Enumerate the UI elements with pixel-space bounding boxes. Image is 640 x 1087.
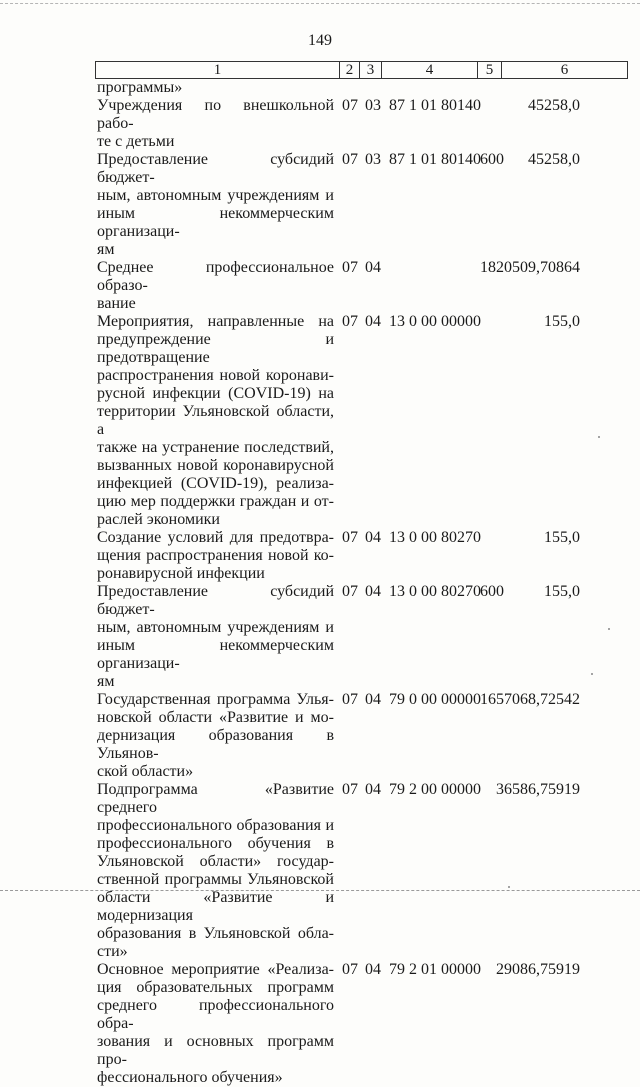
page-number: 149 <box>308 32 332 49</box>
description-line: ным, автономным учреждениям и <box>97 187 334 204</box>
description-line: ской области» <box>97 763 194 780</box>
row-description <box>97 529 334 583</box>
description-line: образования в Ульяновской обла- <box>97 925 334 942</box>
description-line: инфекцией (COVID-19), реализа- <box>97 475 334 492</box>
subsection-code: 03 <box>365 151 381 168</box>
subsection-code: 04 <box>365 961 381 978</box>
section-code: 07 <box>342 259 358 276</box>
section-code: 07 <box>342 313 358 330</box>
description-line: ям <box>97 673 115 690</box>
table-row <box>0 691 640 781</box>
subsection-code: 04 <box>365 583 381 600</box>
subsection-code: 04 <box>365 529 381 546</box>
section-code: 07 <box>342 691 358 708</box>
target-article-code: 87 1 01 80140 <box>389 97 481 114</box>
section-code: 07 <box>342 97 358 114</box>
description-line: фессионального обучения» <box>97 1069 283 1086</box>
description-line: дернизация образования в Ульянов- <box>97 727 334 762</box>
column-header-row <box>95 61 628 79</box>
target-article-code: 13 0 00 00000 <box>389 313 481 330</box>
target-article-code: 79 2 00 00000 <box>389 781 481 798</box>
table-row <box>0 151 640 259</box>
header-col-5: 5 <box>478 62 502 79</box>
target-article-code: 79 2 01 00000 <box>389 961 481 978</box>
description-line: Учреждения по внешкольной рабо- <box>97 97 334 132</box>
budget-table-body <box>0 79 640 1087</box>
scan-speck <box>598 436 600 438</box>
description-line: территории Ульяновской области, а <box>97 403 334 438</box>
table-row <box>0 781 640 961</box>
description-line: среднего профессионального обра- <box>97 997 334 1032</box>
row-description <box>97 97 334 151</box>
row-description <box>97 961 334 1087</box>
description-line: области «Развитие и модернизация <box>97 889 334 924</box>
amount: 1657068,72542 <box>480 691 580 708</box>
description-line: раслей экономики <box>97 511 220 528</box>
row-description <box>97 79 334 97</box>
section-code: 07 <box>342 781 358 798</box>
scan-speck <box>508 886 510 888</box>
row-description <box>97 151 334 259</box>
row-description <box>97 313 334 529</box>
description-line: зования и основных программ про- <box>97 1033 334 1068</box>
amount: 36586,75919 <box>496 781 580 798</box>
subsection-code: 04 <box>365 691 381 708</box>
row-description <box>97 781 334 961</box>
description-line: Среднее профессиональное образо- <box>97 259 334 294</box>
table-row <box>0 961 640 1087</box>
target-article-code: 13 0 00 80270 <box>389 529 481 546</box>
description-line: те с детьми <box>97 133 175 150</box>
description-line: профессионального образования и <box>97 817 334 834</box>
expense-type-code: 600 <box>480 151 504 168</box>
row-description <box>97 583 334 691</box>
description-line: Мероприятия, направленные на <box>97 313 334 330</box>
description-line: щения распространения новой ко- <box>97 547 334 564</box>
description-line: Предоставление субсидий бюджет- <box>97 151 334 186</box>
description-line: ция образовательных программ <box>97 979 334 996</box>
description-line: Ульяновской области» государ- <box>97 853 334 870</box>
amount: 155,0 <box>544 313 580 330</box>
scan-speck <box>591 673 593 675</box>
subsection-code: 04 <box>365 781 381 798</box>
description-line: вание <box>97 295 136 312</box>
amount: 45258,0 <box>528 97 580 114</box>
table-row <box>0 97 640 151</box>
description-line: ям <box>97 241 115 258</box>
section-code: 07 <box>342 583 358 600</box>
section-code: 07 <box>342 529 358 546</box>
table-row <box>0 79 640 97</box>
amount: 45258,0 <box>528 151 580 168</box>
description-line: новской области «Развитие и мо- <box>97 709 334 726</box>
description-line: Подпрограмма «Развитие среднего <box>97 781 334 816</box>
description-line: вызванных новой коронавирусной <box>97 457 334 474</box>
scan-speck <box>608 628 610 630</box>
row-description <box>97 259 334 313</box>
header-col-6: 6 <box>502 62 628 79</box>
description-line: ственной программы Ульяновской <box>97 871 334 888</box>
description-line: программы» <box>97 79 183 96</box>
expense-type-code: 600 <box>480 583 504 600</box>
subsection-code: 04 <box>365 313 381 330</box>
section-code: 07 <box>342 151 358 168</box>
target-article-code: 87 1 01 80140 <box>389 151 481 168</box>
description-line: Создание условий для предотвра- <box>97 529 334 546</box>
description-line: предупреждение и предотвращение <box>97 331 334 366</box>
amount: 155,0 <box>544 529 580 546</box>
scan-edge-bottom <box>0 890 640 891</box>
description-line: ным, автономным учреждениям и <box>97 619 334 636</box>
description-line: цию мер поддержки граждан и от- <box>97 493 334 510</box>
scan-edge-top <box>0 3 640 4</box>
subsection-code: 03 <box>365 97 381 114</box>
table-row <box>0 259 640 313</box>
description-line: сти» <box>97 943 128 960</box>
target-article-code: 79 0 00 00000 <box>389 691 481 708</box>
table-row <box>0 529 640 583</box>
amount: 155,0 <box>544 583 580 600</box>
description-line: Предоставление субсидий бюджет- <box>97 583 334 618</box>
header-col-2: 2 <box>340 62 360 79</box>
table-row <box>0 583 640 691</box>
description-line: Основное мероприятие «Реализа- <box>97 961 334 978</box>
description-line: Государственная программа Улья- <box>97 691 334 708</box>
section-code: 07 <box>342 961 358 978</box>
header-col-1: 1 <box>96 62 340 79</box>
description-line: иным некоммерческим организаци- <box>97 205 334 240</box>
row-description <box>97 691 334 781</box>
description-line: иным некоммерческим организаци- <box>97 637 334 672</box>
amount: 29086,75919 <box>496 961 580 978</box>
amount: 1820509,70864 <box>480 259 580 276</box>
target-article-code: 13 0 00 80270 <box>389 583 481 600</box>
description-line: профессионального обучения в <box>97 835 334 852</box>
header-col-4: 4 <box>382 62 478 79</box>
subsection-code: 04 <box>365 259 381 276</box>
description-line: ронавирусной инфекции <box>97 565 265 582</box>
description-line: распространения новой коронави- <box>97 367 334 384</box>
description-line: также на устранение последствий, <box>97 439 334 456</box>
description-line: русной инфекции (COVID-19) на <box>97 385 334 402</box>
header-col-3: 3 <box>360 62 382 79</box>
table-row <box>0 313 640 529</box>
